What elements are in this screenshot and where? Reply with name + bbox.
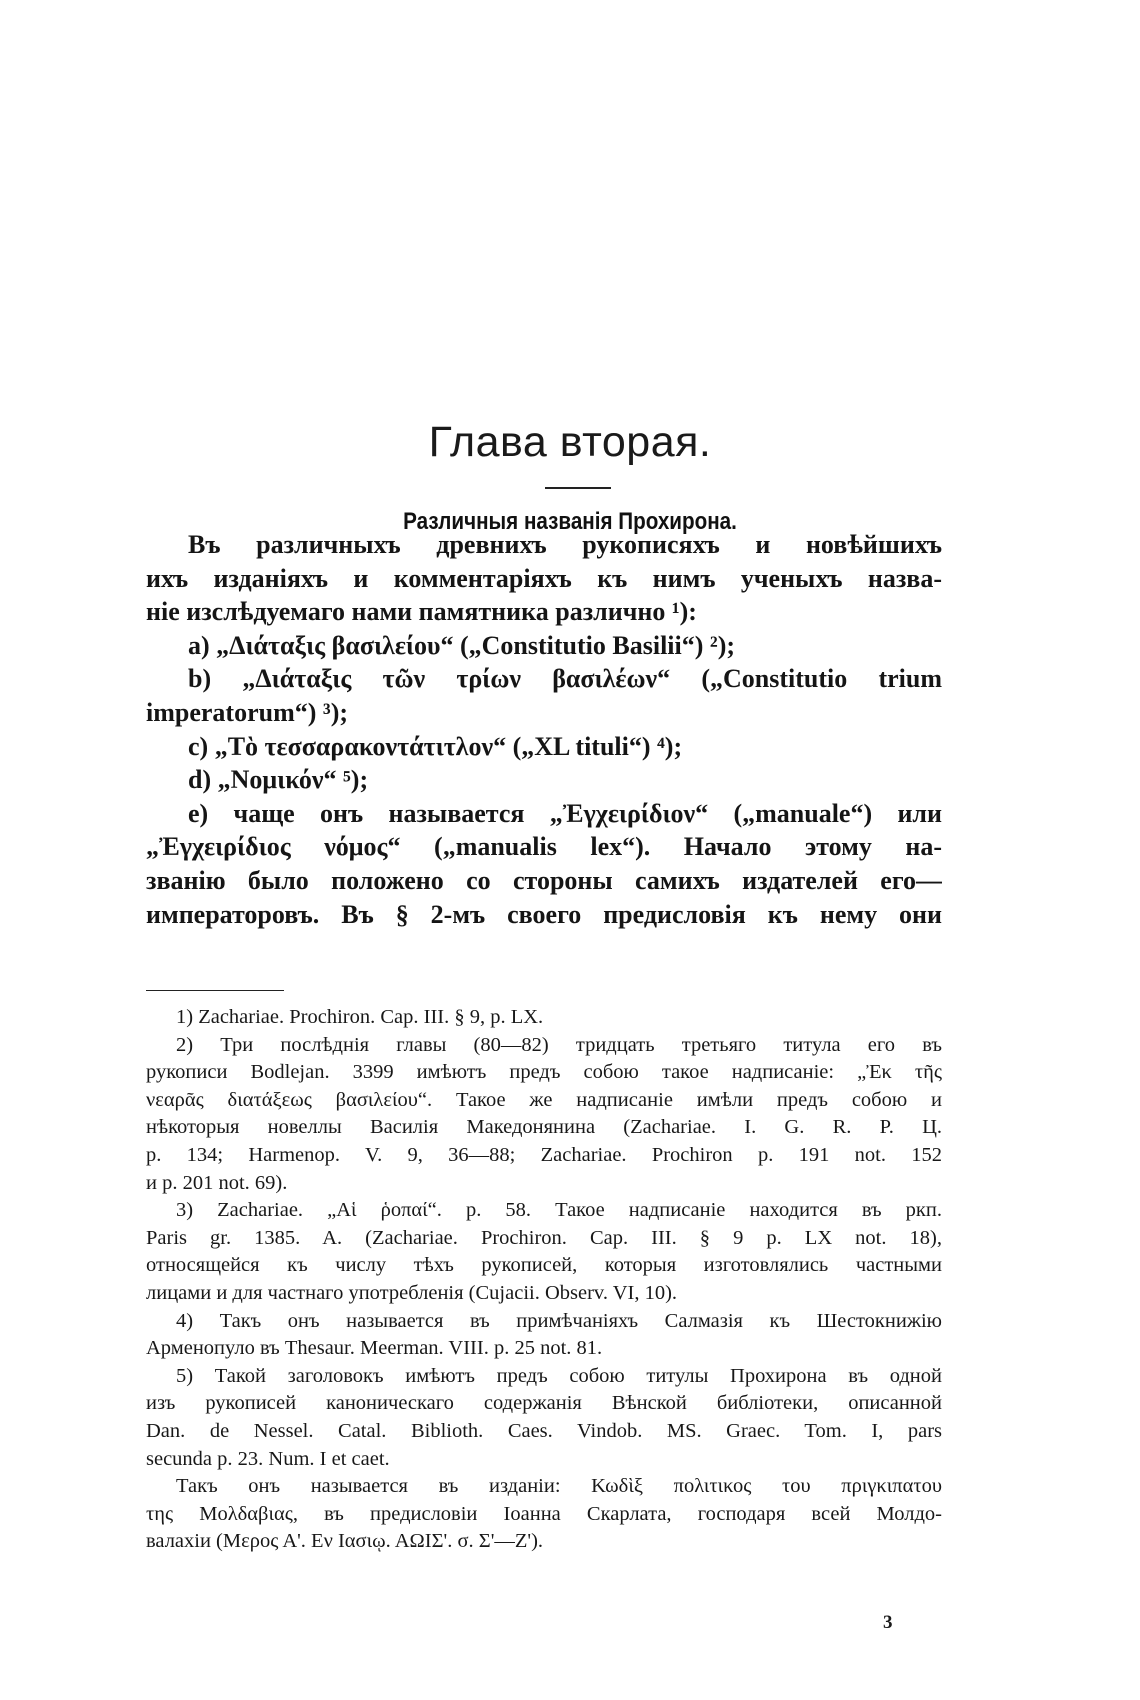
footnote-line: 3) Zachariae. „Αἱ ῥοπαί“. p. 58. Такое надписаніе находится въ ркп. [176,1199,942,1222]
footnote-line: secunda p. 23. Num. I et caet. [146,1447,390,1470]
body-line-1: Въ различныхъ древнихъ рукописяхъ и новѣйшихъ [188,530,942,559]
title-rule [545,487,611,489]
body-line-11: званію было положено со стороны самихъ издателей его— [146,865,942,895]
footnote-line: p. 134; Harmenop. V. 9, 36—88; Zachariae. Prochiron p. 191 not. 152 [146,1143,942,1166]
footnote-line: рукописи Bodlejan. 3399 имѣютъ предъ собою такое надписаніе: „Ἐκ τῆς [146,1061,942,1084]
body-line-8: d) „Νομικόν“ ⁵); [188,765,369,795]
footnote-line: 1) Zachariae. Prochiron. Cap. III. § 9, p. LX. [176,1006,544,1028]
body-line-4: a) „Διάταξις βασιλείου“ („Constitutio Basilii“) ²); [188,630,736,660]
footnote-line: Арменопуло въ Thesaur. Meerman. VIII. p. 25 not. 81. [146,1337,603,1360]
body-line-2: ихъ изданіяхъ и комментаріяхъ къ нимъ ученыхъ назва- [146,563,942,593]
footnote-line: валахіи (Μερος Α'. Εν Ιασιῳ. ΑΩΙΣ'. σ. Σ'—Ζ'). [146,1530,544,1553]
footnote-line: нѣкоторыя новеллы Василія Македонянина (Zachariae. I. G. R. P. Ц. [146,1116,942,1139]
body-line-3: ніе изслѣдуемаго нами памятника различно ¹): [146,597,697,627]
page-number: 3 [883,1612,893,1633]
body-line-5: b) „Διάταξις τῶν τρίων βασιλέων“ („Constitutio trium [188,664,942,694]
body-line-10: „Ἐγχειρίδιος νόμος“ („manualis lex“). Начало этому на- [146,832,942,862]
footnote-line: относящейся къ числу тѣхъ рукописей, которыя изготовлялись частными [146,1254,942,1277]
chapter-title: Глава вторая. [428,418,712,466]
footnote-line: νεαρᾶς διατάξεως βασιλείου“. Такое же надписаніе имѣли предъ собою и [146,1088,942,1111]
footnote-line: 2) Три послѣднія главы (80—82) тридцать третьяго титула его въ [176,1033,942,1056]
body-text [146,528,942,931]
footnote-line: Dan. de Nessel. Catal. Biblioth. Caes. Vindob. MS. Graec. Tom. I, pars [146,1419,942,1442]
footnote-line: изъ рукописей каноническаго содержанія Вѣнской библіотеки, описанной [146,1392,942,1415]
body-line-12: императоровъ. Въ § 2-мъ своего предисловія къ нему они [146,899,942,929]
footnotes [146,1004,942,1556]
body-line-7: c) „Τὸ τεσσαρακοντάτιτλον“ („XL tituli“) ⁴); [188,731,683,761]
footnote-line: 4) Такъ онъ называется въ примѣчаніяхъ Салмазія къ Шестокнижію [176,1309,942,1332]
footnote-line: 5) Такой заголовокъ имѣютъ предъ собою титулы Прохирона въ одной [176,1364,942,1387]
chapter-subtitle: Различныя названія Прохирона. [403,508,737,535]
footnote-line: Такъ онъ называется въ изданіи: Κωδὶξ πολιτικος του πριγκιπατου [176,1475,942,1498]
footnote-line: лицами и для частнаго употребленія (Cujacii. Observ. VI, 10). [146,1281,678,1304]
body-line-9: e) чаще онъ называется „Ἐγχειρίδιον“ („manuale“) или [188,798,942,828]
footnote-rule [146,990,284,991]
footnote-line: и p. 201 not. 69). [146,1171,288,1194]
body-line-6: imperatorum“) ³); [146,697,349,727]
footnote-line: της Μολδαβιας, въ предисловіи Іоанна Скарлата, господаря всей Молдо- [146,1502,942,1525]
footnote-line: Paris gr. 1385. A. (Zachariae. Prochiron. Cap. III. § 9 p. LX not. 18), [146,1226,942,1249]
